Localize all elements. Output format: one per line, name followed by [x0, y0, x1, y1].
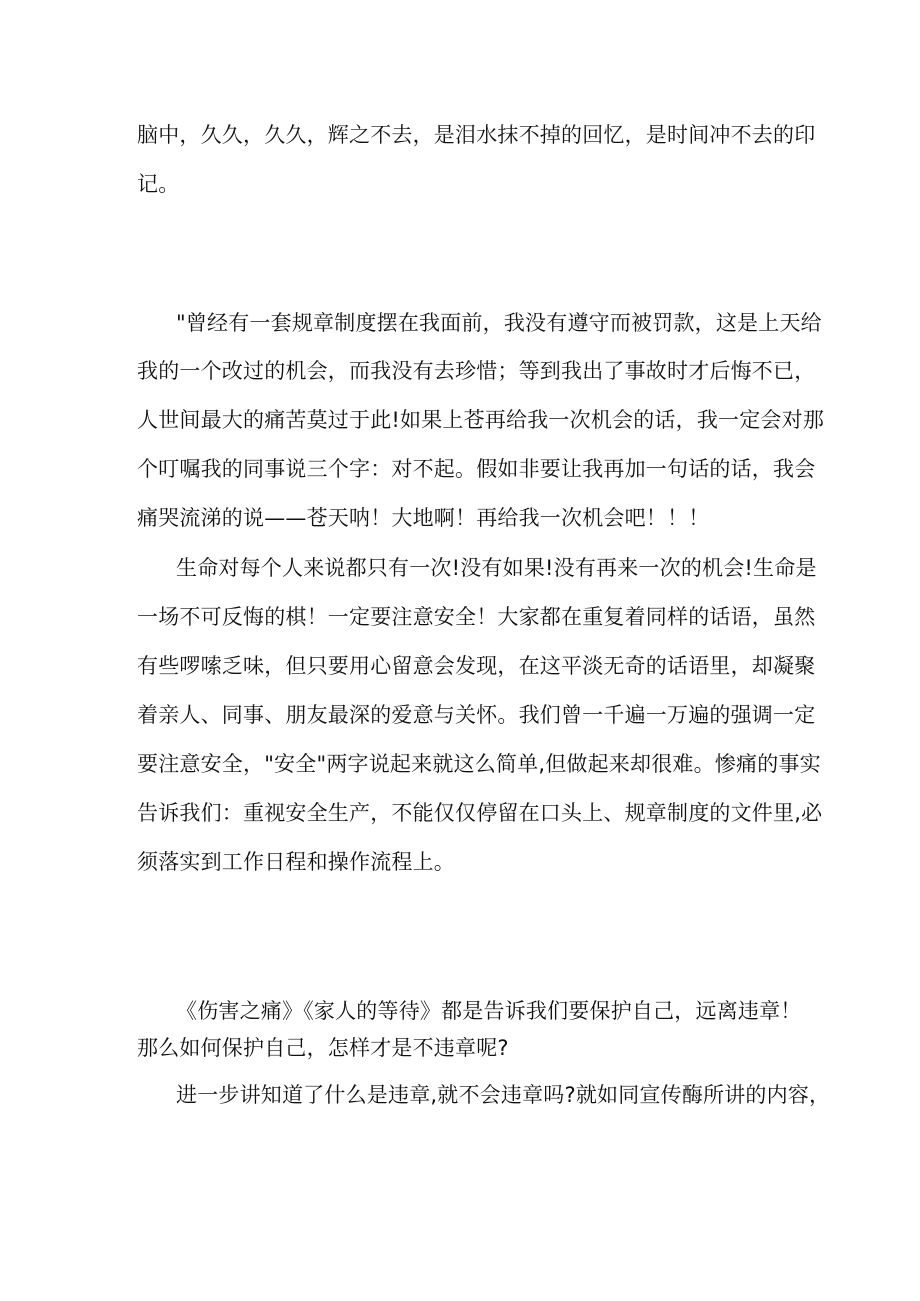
para-4-line-1: 《伤害之痛》《家人的等待》都是告诉我们要保护自己，远离违章！ — [176, 999, 802, 1023]
para-2-line-4: 个叮嘱我的同事说三个字：对不起。假如非要让我再加一句话的话，我会 — [137, 457, 816, 481]
para-2-line-5: 痛哭流涕的说——苍天呐！大地啊！再给我一次机会吧！！！ — [137, 506, 710, 530]
para-3-line-4: 着亲人、同事、朋友最深的爱意与关怀。我们曾一千遍一万遍的强调一定 — [137, 703, 816, 727]
para-3-line-6: 告诉我们：重视安全生产，不能仅仅停留在口头上、规章制度的文件里,必 — [137, 801, 823, 825]
para-3-line-7: 须落实到工作日程和操作流程上。 — [137, 850, 455, 874]
para-2-line-3: 人世间最大的痛苦莫过于此!如果上苍再给我一次机会的话，我一定会对那 — [137, 408, 825, 432]
para-2-line-1: "曾经有一套规章制度摆在我面前，我没有遵守而被罚款，这是上天给 — [176, 311, 822, 335]
para-1-line-1: 脑中，久久，久久，辉之不去，是泪水抹不掉的回忆，是时间冲不去的印 — [137, 123, 816, 147]
para-3-line-1: 生命对每个人来说都只有一次!没有如果!没有再来一次的机会!生命是 — [176, 556, 817, 580]
para-3-line-3: 有些啰嗦乏味，但只要用心留意会发现，在这平淡无奇的话语里，却凝聚 — [137, 654, 816, 678]
para-5-line-1: 进一步讲知道了什么是违章,就不会违章吗?就如同宣传酶所讲的内容， — [176, 1083, 831, 1107]
para-2-line-2: 我的一个改过的机会，而我没有去珍惜；等到我出了事故时才后悔不已， — [137, 359, 816, 383]
para-1-line-2: 记。 — [137, 172, 180, 196]
para-3-line-2: 一场不可反悔的棋！一定要注意安全！大家都在重复着同样的话语，虽然 — [137, 605, 816, 629]
para-3-line-5: 要注意安全，"安全"两字说起来就这么简单,但做起来却很难。惨痛的事实 — [137, 752, 821, 776]
para-4-line-2: 那么如何保护自己，怎样才是不违章呢? — [137, 1036, 509, 1060]
